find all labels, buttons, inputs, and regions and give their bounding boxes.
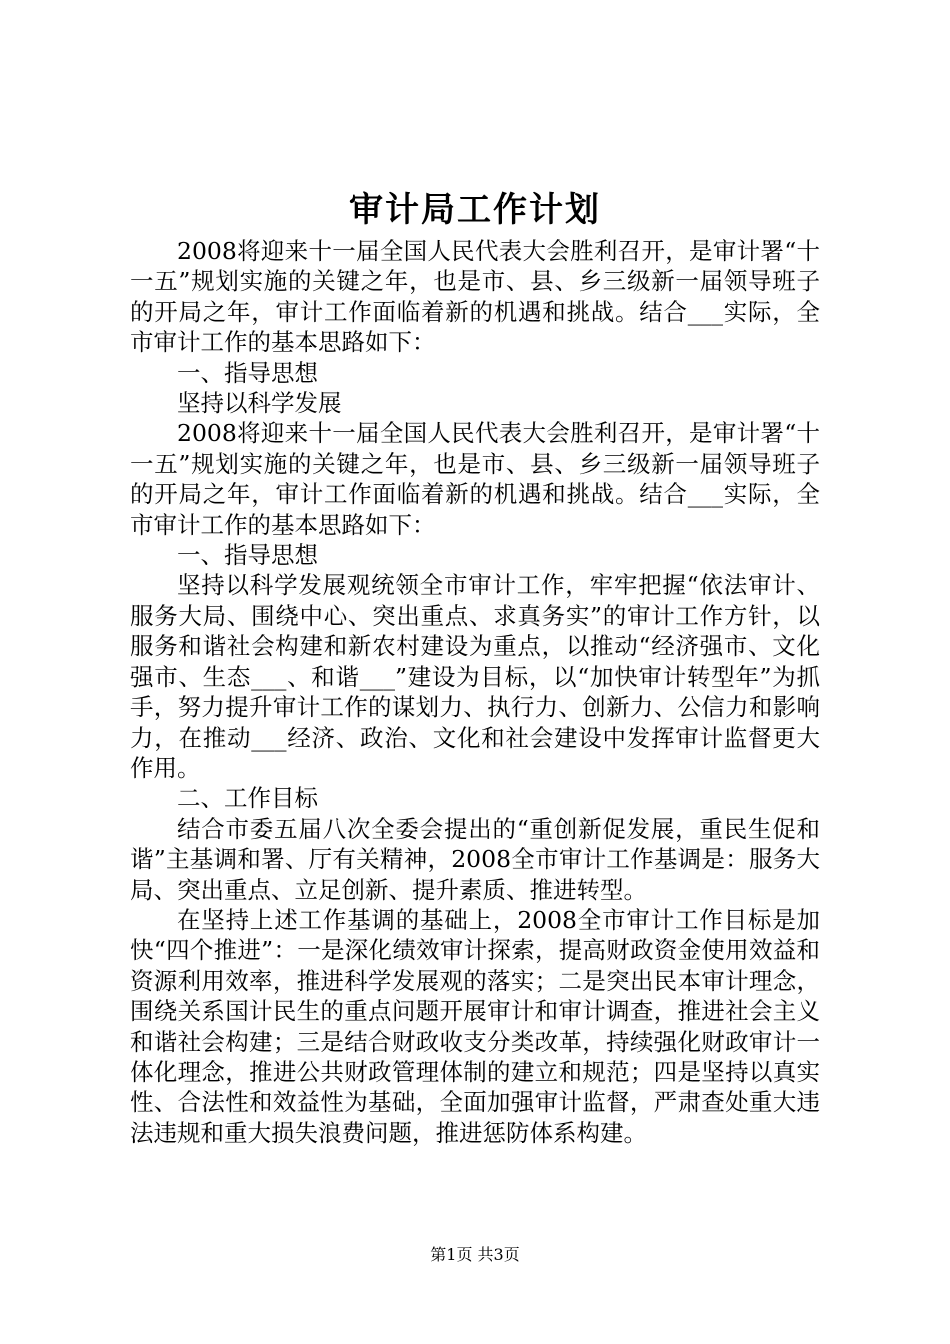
- page-footer: 第1页 共3页: [430, 1245, 520, 1264]
- paragraph-work-tone: 结合市委五届八次全委会提出的“重创新促发展，重民生促和谐”主基调和署、厅有关精神，2008全市审计工作基调是：服务大局、突出重点、立足创新、提升素质、推进转型。: [130, 814, 820, 904]
- heading-guiding-thought-repeat: 一、指导思想: [177, 541, 318, 570]
- document-title: 审计局工作计划: [349, 190, 601, 230]
- paragraph-work-goals: 在坚持上述工作基调的基础上，2008全市审计工作目标是加快“四个推进”：一是深化绩效审计探索，提高财政资金使用效益和资源利用效率，推进科学发展观的落实；二是突出民本审计理念，围绕关系国计民生的重点问题开展审计和审计调查，推进社会主义和谐社会构建；三是结合财政收支分类改革，持续强化财政审计一体化理念，推进公共财政管理体制的建立和规范；四是坚持以真实性、合法性和效益性为基础，全面加强审计监督，严肃查处重大违法违规和重大损失浪费问题，推进惩防体系构建。: [130, 905, 820, 1147]
- paragraph-fragment: 坚持以科学发展: [177, 389, 342, 418]
- heading-work-goals: 二、工作目标: [177, 784, 318, 813]
- heading-guiding-thought: 一、指导思想: [177, 358, 318, 387]
- paragraph-guiding-thought: 坚持以科学发展观统领全市审计工作，牢牢把握“依法审计、服务大局、围绕中心、突出重点、求真务实”的审计工作方针，以服务和谐社会构建和新农村建设为重点，以推动“经济强市、文化强市、生态___、和谐___”建设为目标，以“加快审计转型年”为抓手，努力提升审计工作的谋划力、执行力、创新力、公信力和影响力，在推动___经济、政治、文化和社会建设中发挥审计监督更大作用。: [130, 571, 820, 782]
- paragraph-intro-repeat: 2008将迎来十一届全国人民代表大会胜利召开，是审计署“十一五”规划实施的关键之年，也是市、县、乡三级新一届领导班子的开局之年，审计工作面临着新的机遇和挑战。结合___实际，全市审计工作的基本思路如下：: [130, 419, 820, 539]
- document-body: [130, 236, 820, 1148]
- paragraph-intro: 2008将迎来十一届全国人民代表大会胜利召开，是审计署“十一五”规划实施的关键之年，也是市、县、乡三级新一届领导班子的开局之年，审计工作面临着新的机遇和挑战。结合___实际，全市审计工作的基本思路如下：: [130, 237, 820, 357]
